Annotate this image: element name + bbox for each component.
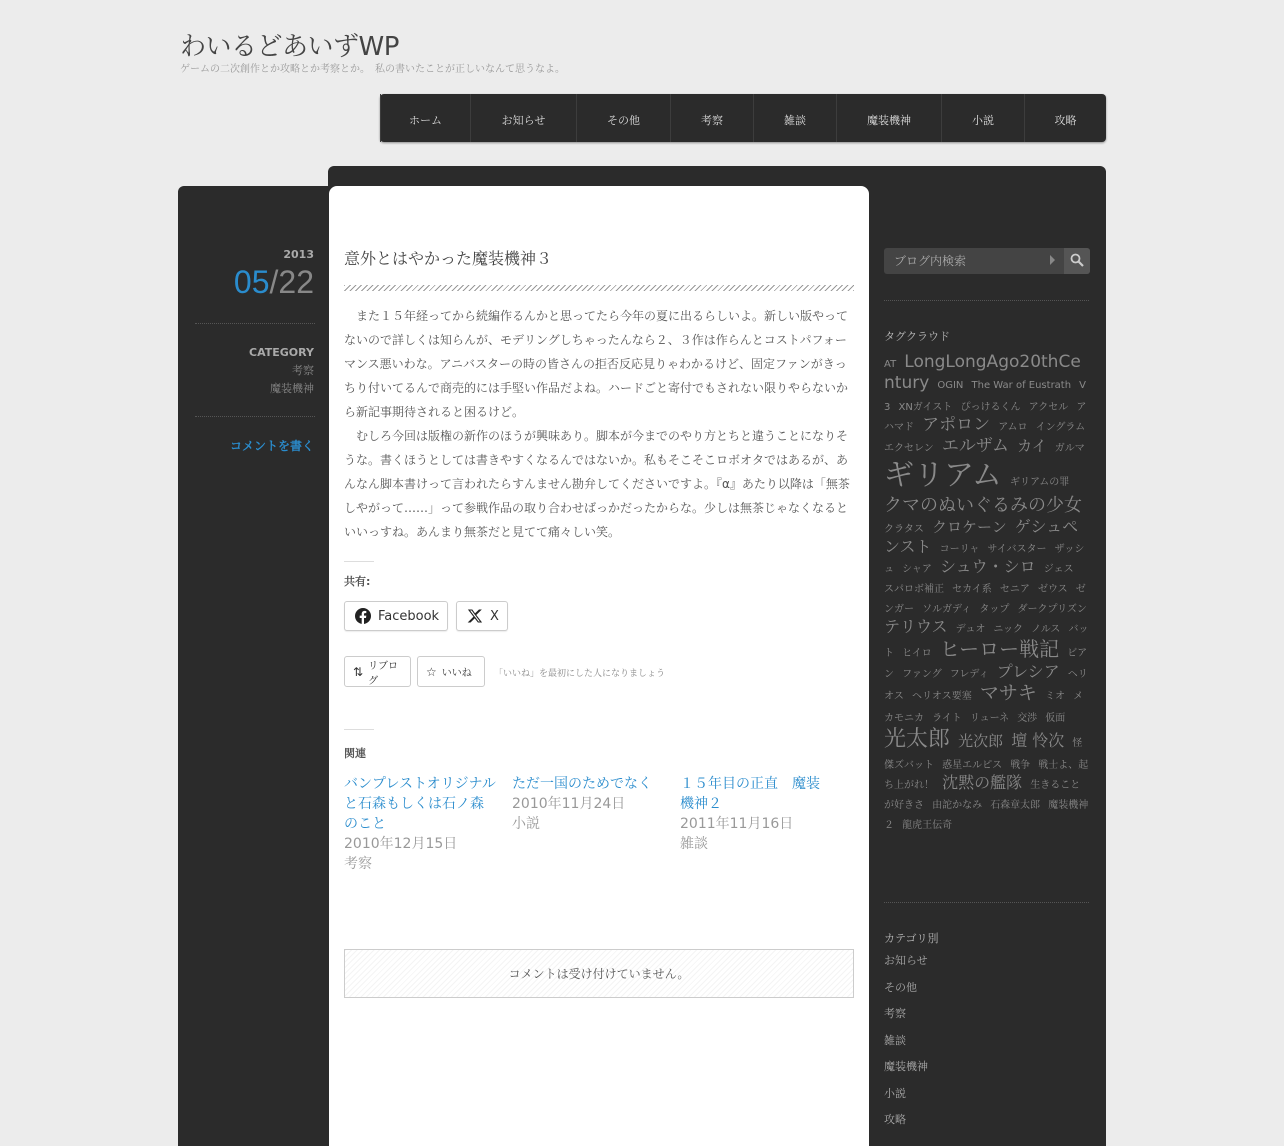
tag-link[interactable]: 惑星エルピス [942,760,1003,772]
divider [195,416,315,417]
tag-link[interactable]: ガルマ [1054,442,1085,454]
reblog-icon: ⇅ [353,664,364,679]
divider [884,902,1089,903]
tag-link[interactable]: テリウス [884,617,948,636]
tag-link[interactable]: フレディ [949,669,989,680]
tag-link[interactable]: エルザム [941,435,1009,456]
tag-link[interactable]: クマのぬいぐるみの少女 [884,494,1082,516]
divider [344,561,374,562]
search-icon [1070,252,1084,271]
tag-link[interactable]: リューネ [969,712,1010,724]
nav-item-home[interactable]: ホーム [380,94,470,142]
sidebar-category-link[interactable]: 小説 [884,1086,906,1100]
tag-link[interactable]: アポロン [922,414,991,435]
tag-link[interactable]: ゲシュペンスト [884,517,1079,556]
tag-link[interactable]: ライト [932,712,962,724]
tag-link[interactable]: ギリアム [884,458,1002,493]
tag-link[interactable]: メカモニカ [884,691,1084,724]
tag-link[interactable]: 交渉 [1017,712,1038,724]
related-post [512,774,664,834]
related-post-title[interactable]: バンプレストオリジナルと石森もしくは石ノ森のこと [344,776,496,832]
tag-link[interactable]: 光太郎 [884,726,951,752]
tag-link[interactable]: 戦士よ、起ち上がれ！ [884,760,1089,792]
related-heading: 関連 [344,747,366,760]
tag-cloud [884,352,1090,833]
post-category-link[interactable]: 魔装機神 [270,382,314,395]
tag-link[interactable]: 由詑かなみ [932,800,983,812]
tag-link[interactable]: ヒーロー戦記 [939,637,1060,661]
tag-link[interactable]: アクセル [1028,401,1069,413]
tag-link[interactable]: ゼンガー [884,584,1086,615]
category-list [884,952,1084,1138]
tag-link[interactable]: 光次郎 [958,731,1004,750]
search-button[interactable] [1064,248,1090,274]
share-label: 共有: [344,575,371,588]
related-post-title[interactable]: ただ一国のためでなく [512,776,652,792]
tag-link[interactable]: ギリアムの罪 [1010,477,1070,488]
sidebar-category-link[interactable]: 雑談 [884,1033,906,1047]
tag-link[interactable]: クロケーン [932,518,1007,536]
related-post-date: 2011年11月16日 [680,816,794,832]
sidebar-category-link[interactable]: 攻略 [884,1113,906,1126]
related-post-title[interactable]: １５年目の正直 魔装機神２ [680,776,820,812]
tag-link[interactable]: ノルス [1031,624,1061,635]
site-description: ゲームの二次創作とか攻略とか考察とか。 私の書いたことが正しいなんて思うなよ。 [180,64,565,75]
site-title[interactable]: わいるどあいずWP [180,32,399,62]
tag-link[interactable]: ヘリオス要塞 [912,691,972,702]
tag-link[interactable]: コーリャ [939,544,980,555]
nav-item-novel[interactable]: 小説 [941,94,1024,142]
tag-link[interactable]: ビアン [884,648,1088,680]
tag-link[interactable]: XNガイスト [898,401,953,413]
nav-item-news[interactable]: お知らせ [470,94,576,142]
star-icon: ☆ [426,664,437,679]
related-post [680,774,832,854]
tag-link[interactable]: ヒイロ [902,648,932,659]
post-date-month: 05 [233,264,270,300]
tag-link[interactable]: 仮面 [1045,712,1066,724]
post-date-day: 22 [278,264,314,300]
tag-link[interactable]: 魔装機神２ [884,800,1089,832]
divider [195,323,315,324]
tag-link[interactable]: バット [884,624,1089,659]
post-meta-column [178,186,330,1146]
tag-link[interactable]: ジェス [1043,564,1074,575]
related-post-date: 2010年11月24日 [512,796,626,812]
tag-link[interactable]: シュウ・シロ [940,557,1036,576]
tag-link[interactable]: ヘリオス [884,669,1088,702]
tag-link[interactable]: セカイ系 [952,584,992,595]
post-date [234,264,314,301]
tag-link[interactable]: エクセレン [884,442,934,454]
tag-link[interactable]: 怪傑ズバット [884,737,1083,772]
tag-link[interactable]: サイバスター [987,544,1047,555]
tagcloud-title: タグクラウド [884,330,950,343]
post-paragraph: また１５年経ってから続編作るんかと思ってたら今年の夏に出るらしいよ。新しい版やってないので詳しくは知らんが、モデリングしちゃったんなら２、３作は作らんとコストパフォーマンス悪いわな。アニバスターの時の皆さんの拒否反応見りゃわかるけど、固定ファンがきっちり付いてるんで商売的には手堅い作品だよね。ハードごと寄付でもされない限りやらないから新記事期待されると困るけど。 [344,309,849,419]
tag-link[interactable]: デュオ [955,624,986,635]
category-heading: CATEGORY [249,346,314,359]
nav-item-strategy[interactable]: 攻略 [1024,94,1106,142]
tag-link[interactable]: スパロボ補正 [884,584,944,595]
tag-link[interactable]: アハマド [884,401,1087,433]
tag-link[interactable]: 生きることが好きさ [884,780,1081,812]
tag-link[interactable]: AT [884,359,897,370]
tag-link[interactable]: シャア [902,564,932,575]
tag-link[interactable]: OGIN [937,380,964,392]
nav-item-analysis[interactable]: 考察 [670,94,753,142]
related-post-category: 雑談 [680,836,708,852]
tag-link[interactable]: 龍虎王伝奇 [902,820,953,832]
search-input[interactable] [884,248,1062,274]
tag-link[interactable]: ダークプリズン [1017,604,1087,615]
related-post-date: 2010年12月15日 [344,836,458,852]
tag-link[interactable]: ニック [993,624,1024,635]
tag-link[interactable]: ザッシュ [884,544,1085,575]
post-title: 意外とはやかった魔装機神３ [344,249,553,268]
share-facebook-button[interactable] [344,601,448,631]
write-comment-link[interactable]: コメントを書く [229,439,314,453]
divider [344,729,374,730]
tag-link[interactable]: ぴっけるくん [960,401,1021,413]
nav-item-other[interactable]: その他 [576,94,670,142]
title-divider [344,285,854,291]
divider [884,300,1089,301]
tag-link[interactable]: ソルガディ [922,604,972,615]
sidebar-category-link[interactable]: その他 [884,980,917,994]
facebook-icon [355,608,371,624]
share-x-label: X [490,608,499,624]
post-category-link[interactable]: 考察 [292,364,314,377]
tag-link[interactable]: The War of Eustrath [971,380,1072,392]
tag-link[interactable]: ゼウス [1037,584,1068,595]
sidebar-category-link[interactable]: 考察 [884,1007,906,1020]
post-date-year: 2013 [283,248,314,261]
comments-closed-notice: コメントは受け付けていません。 [344,949,854,998]
reblog-button[interactable] [344,656,411,687]
main-nav [380,94,1106,142]
like-label: いいね [441,668,472,679]
tag-link[interactable]: 壇 怜次 [1011,730,1065,750]
related-post [344,774,496,874]
tag-link[interactable]: 石森章太郎 [990,800,1041,812]
tag-link[interactable]: カイ [1017,436,1047,455]
post-body [344,304,856,544]
sidebar-category-link[interactable]: 魔装機神 [884,1060,928,1073]
tag-link[interactable]: ファング [902,669,942,680]
post-date-separator: / [269,264,279,300]
tag-link[interactable]: ミオ [1045,691,1066,702]
share-facebook-label: Facebook [378,608,440,624]
categories-title: カテゴリ別 [884,932,939,945]
tag-link[interactable]: V3 [884,380,1086,413]
post-paragraph: むしろ今回は版権の新作のほうが興味あり。脚本が今までのやり方とちと違うことになりそうな。書くほうとしては書きやすくなるんではないか。私もそこそこロボオタではあるが、あんなん脚本書けって言われたらすんません勘弁してくださいですよ。『α』あたり以降は「無茶しやがって……」って参戦作品の取り合わせばっかだったからな。少しは無茶じゃなくなるといいっすね。あんまり無茶だと見てて痛々しい笑。 [344,429,850,539]
related-post-category: 考察 [344,856,372,872]
tag-link[interactable]: イングラム [1035,421,1086,433]
reblog-label: リブログ [368,660,399,687]
tag-link[interactable]: マサキ [979,682,1037,704]
tag-link[interactable]: 沈黙の艦隊 [942,773,1023,793]
tag-link[interactable]: クラタス [884,524,924,535]
tag-link[interactable]: プレシア [996,662,1060,681]
search-form [884,248,1090,274]
tag-link[interactable]: アムロ [998,421,1028,433]
caret-right-icon [1050,255,1055,265]
related-post-category: 小説 [512,816,540,832]
like-hint: 「いいね」を最初にした人になりましょう [494,669,666,679]
x-logo-icon [467,608,483,624]
share-x-button[interactable] [456,601,508,631]
like-button[interactable] [417,656,485,687]
nav-item-masouki[interactable]: 魔装機神 [836,94,941,142]
tag-link[interactable]: セニア [999,584,1030,595]
sidebar-category-link[interactable]: お知らせ [884,954,928,967]
tag-link[interactable]: タップ [979,604,1010,615]
nav-item-chat[interactable]: 雑談 [753,94,836,142]
tag-link[interactable]: LongLongAgo20thCentury [884,352,1081,394]
tag-link[interactable]: 戦争 [1010,760,1031,772]
